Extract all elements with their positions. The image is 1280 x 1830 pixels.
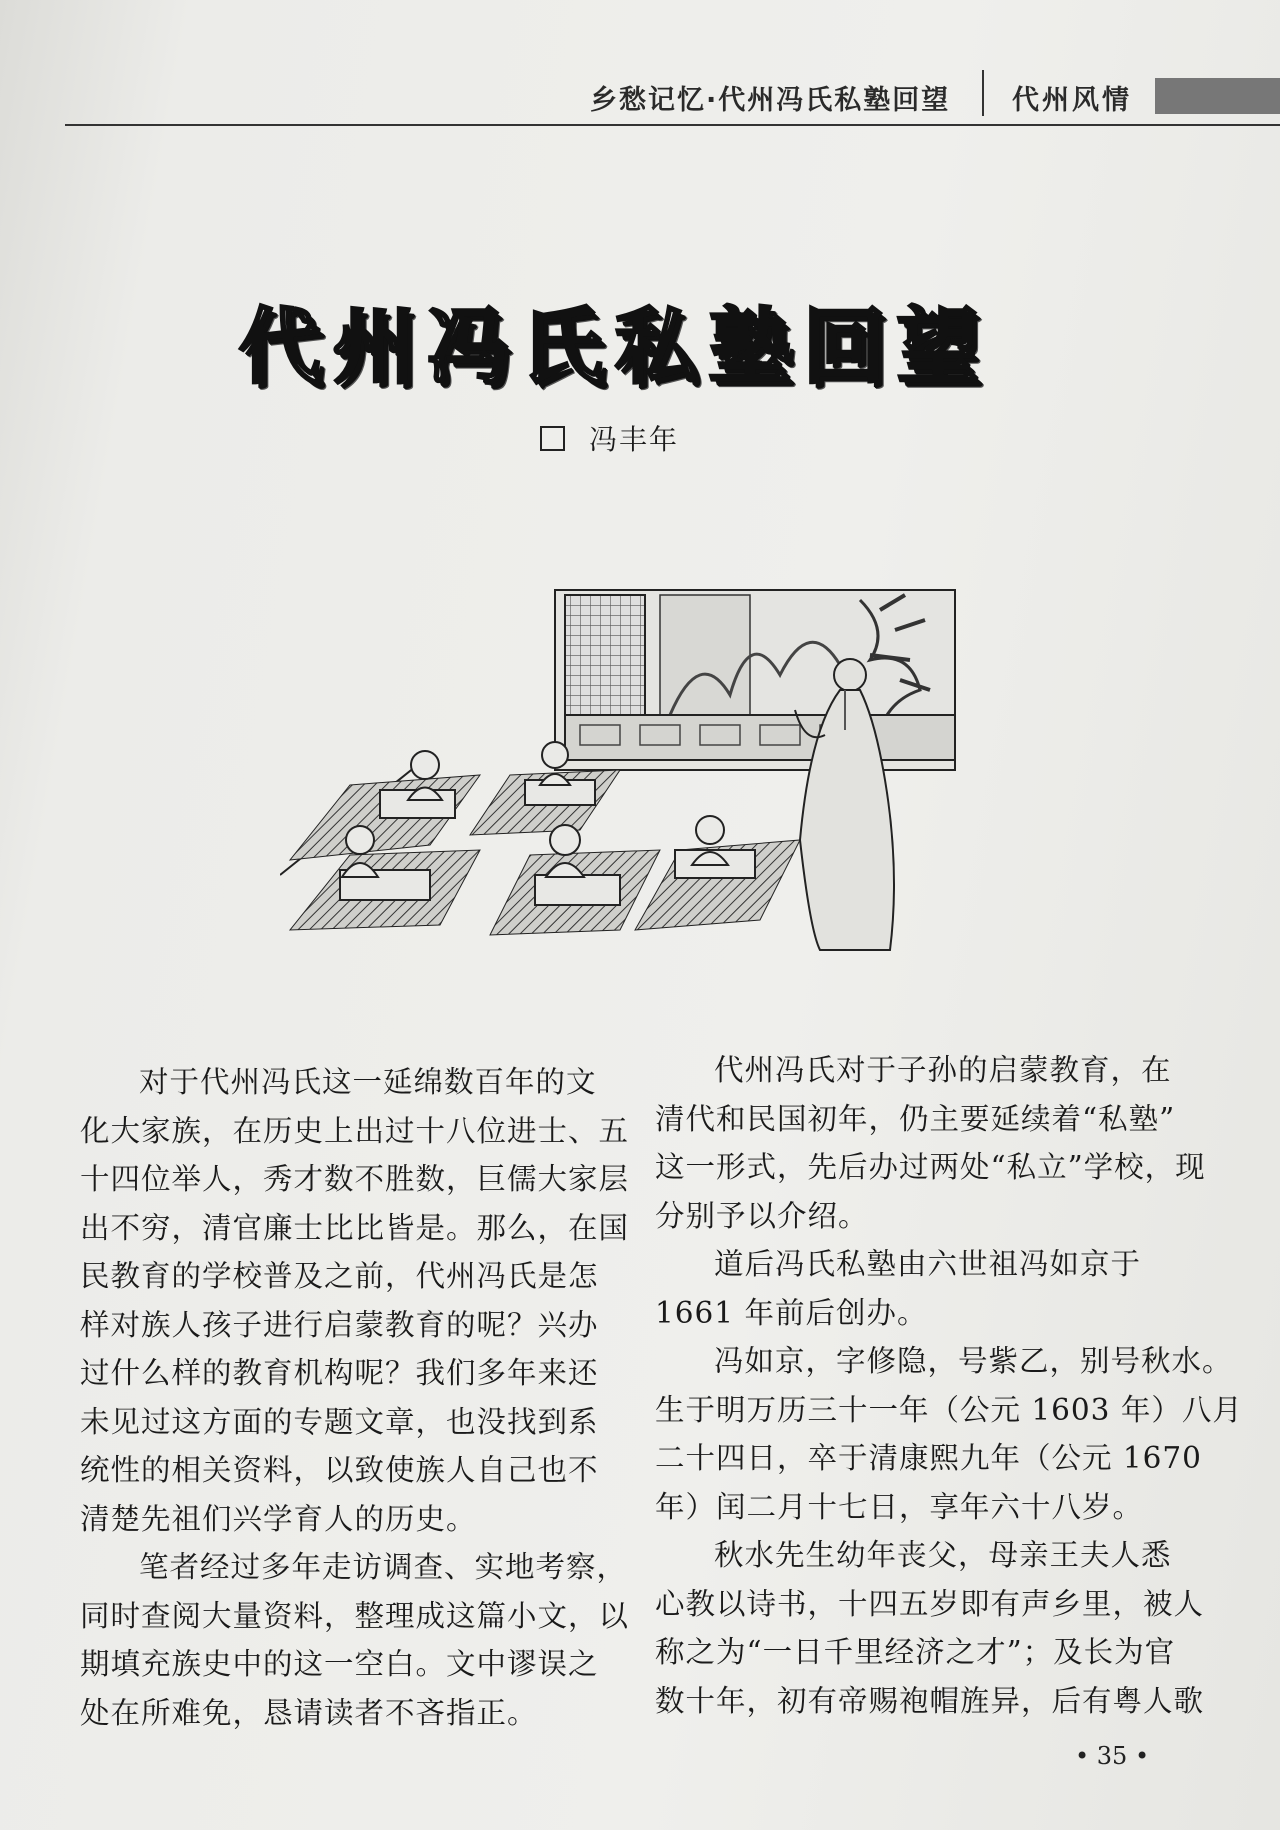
header-tab-bar	[1155, 78, 1280, 114]
paragraph-line: 分别予以介绍。	[655, 1198, 869, 1233]
paragraph-line: 心教以诗书，十四五岁即有声乡里，被人	[655, 1586, 1205, 1621]
paragraph-line: 称之为“一日千里经济之才”；及长为官	[655, 1635, 1176, 1669]
paragraph-line: 样对族人孩子进行启蒙教育的呢？兴办	[80, 1307, 599, 1342]
running-header	[580, 70, 1280, 120]
background-screen	[555, 590, 955, 770]
paragraph-line: 统性的相关资料，以致使族人自己也不	[80, 1453, 599, 1487]
paragraph-line: 代州冯氏对于子孙的启蒙教育，在	[714, 1053, 1172, 1087]
paragraph-line: 清楚先祖们兴学育人的历史。	[80, 1501, 477, 1536]
paragraph-line: 笔者经过多年走访调查、实地考察，	[139, 1550, 628, 1584]
paragraph-line: 数十年，初有帝赐袍帽旌异，后有粤人歌	[655, 1683, 1205, 1718]
paragraph-line: 年）闰二月十七日，享年六十八岁。	[655, 1489, 1144, 1524]
paragraph-line: 生于明万历三十一年（公元 1603 年）八月	[655, 1392, 1243, 1427]
header-separator	[982, 70, 984, 116]
paragraph-line: 化大家族，在历史上出过十八位进士、五	[80, 1113, 630, 1148]
paragraph-line: 这一形式，先后办过两处“私立”学校，现	[655, 1150, 1206, 1184]
paragraph-line: 二十四日，卒于清康熙九年（公元 1670	[655, 1441, 1202, 1475]
paragraph-line: 秋水先生幼年丧父，母亲王夫人悉	[714, 1538, 1172, 1572]
author-line	[540, 418, 679, 458]
paragraph-line: 未见过这方面的专题文章，也没找到系	[80, 1404, 599, 1439]
author-box-icon	[540, 426, 565, 451]
paragraph-line: 清代和民国初年，仍主要延续着“私塾”	[655, 1101, 1176, 1136]
paragraph-line: 道后冯氏私塾由六世祖冯如京于	[714, 1247, 1142, 1281]
paragraph-line: 同时查阅大量资料，整理成这篇小文，以	[80, 1598, 630, 1633]
classroom-illustration	[280, 585, 980, 970]
paragraph-line: 1661 年前后创办。	[655, 1295, 928, 1330]
left-text-column	[80, 1058, 630, 1737]
paragraph-line: 十四位举人，秀才数不胜数，巨儒大家层	[80, 1162, 630, 1196]
paragraph-line: 过什么样的教育机构呢？我们多年来还	[80, 1356, 599, 1390]
paragraph-line: 期填充族史中的这一空白。文中谬误之	[80, 1647, 599, 1681]
author-name: 冯丰年	[589, 423, 680, 456]
show-through-text-left	[80, 150, 560, 246]
paragraph-line: 冯如京，字修隐，号紫乙，别号秋水。	[714, 1344, 1233, 1378]
paragraph-line: 出不穷，清官廉士比比皆是。那么，在国	[80, 1210, 630, 1245]
paragraph-line: 处在所难免，恳请读者不吝指正。	[80, 1695, 538, 1730]
page-number: • 35 •	[1075, 1742, 1150, 1770]
header-rule	[65, 124, 1280, 126]
right-text-column	[655, 1046, 1243, 1725]
paragraph-line: 对于代州冯氏这一延绵数百年的文	[139, 1065, 597, 1099]
header-column-name: 代州风情	[1012, 85, 1132, 116]
paragraph-line: 民教育的学校普及之前，代州冯氏是怎	[80, 1259, 599, 1293]
header-section-title: 乡愁记忆·代州冯氏私塾回望	[590, 85, 951, 116]
article-title: 代州冯氏私塾回望	[238, 300, 991, 395]
